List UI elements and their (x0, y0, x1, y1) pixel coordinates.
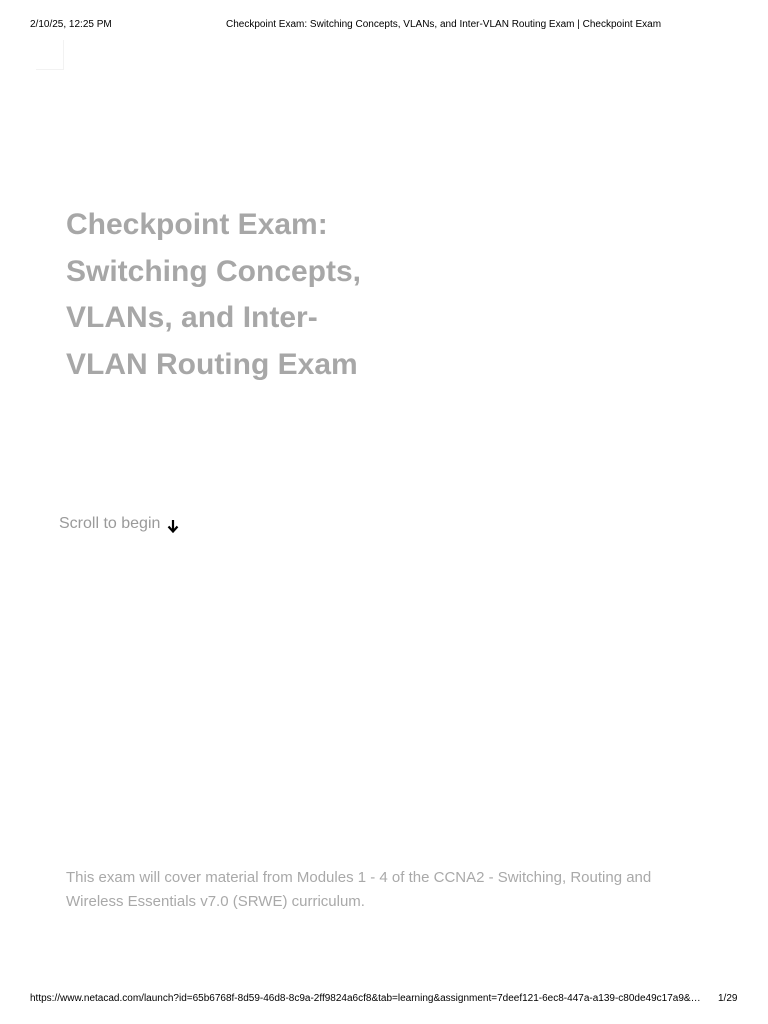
exam-title: Checkpoint Exam: Switching Concepts, VLANs, and Inter-VLAN Routing Exam (66, 208, 362, 381)
print-header-datetime: 2/10/25, 12:25 PM (30, 19, 112, 30)
scroll-to-begin-button[interactable] (59, 514, 179, 534)
exam-description: This exam will cover material from Modules 1 - 4 of the CCNA2 - Switching, Routing and Wireless Essentials v7.0 (SRWE) curriculum. (66, 869, 652, 910)
arrow-down-icon (167, 519, 179, 533)
logo-placeholder (36, 40, 64, 70)
print-footer-url: https://www.netacad.com/launch?id=65b6768f-8d59-46d8-8c9a-2ff9824a6cf8&tab=learning&assignment=7deef121-6ec8-447a-a139-c80de49c17a9&… (30, 993, 701, 1004)
scroll-hint-label: Scroll to begin (59, 515, 161, 532)
print-header-title: Checkpoint Exam: Switching Concepts, VLANs, and Inter-VLAN Routing Exam | Checkpoint Exam (226, 19, 662, 30)
print-footer-page-number: 1/29 (718, 993, 738, 1004)
